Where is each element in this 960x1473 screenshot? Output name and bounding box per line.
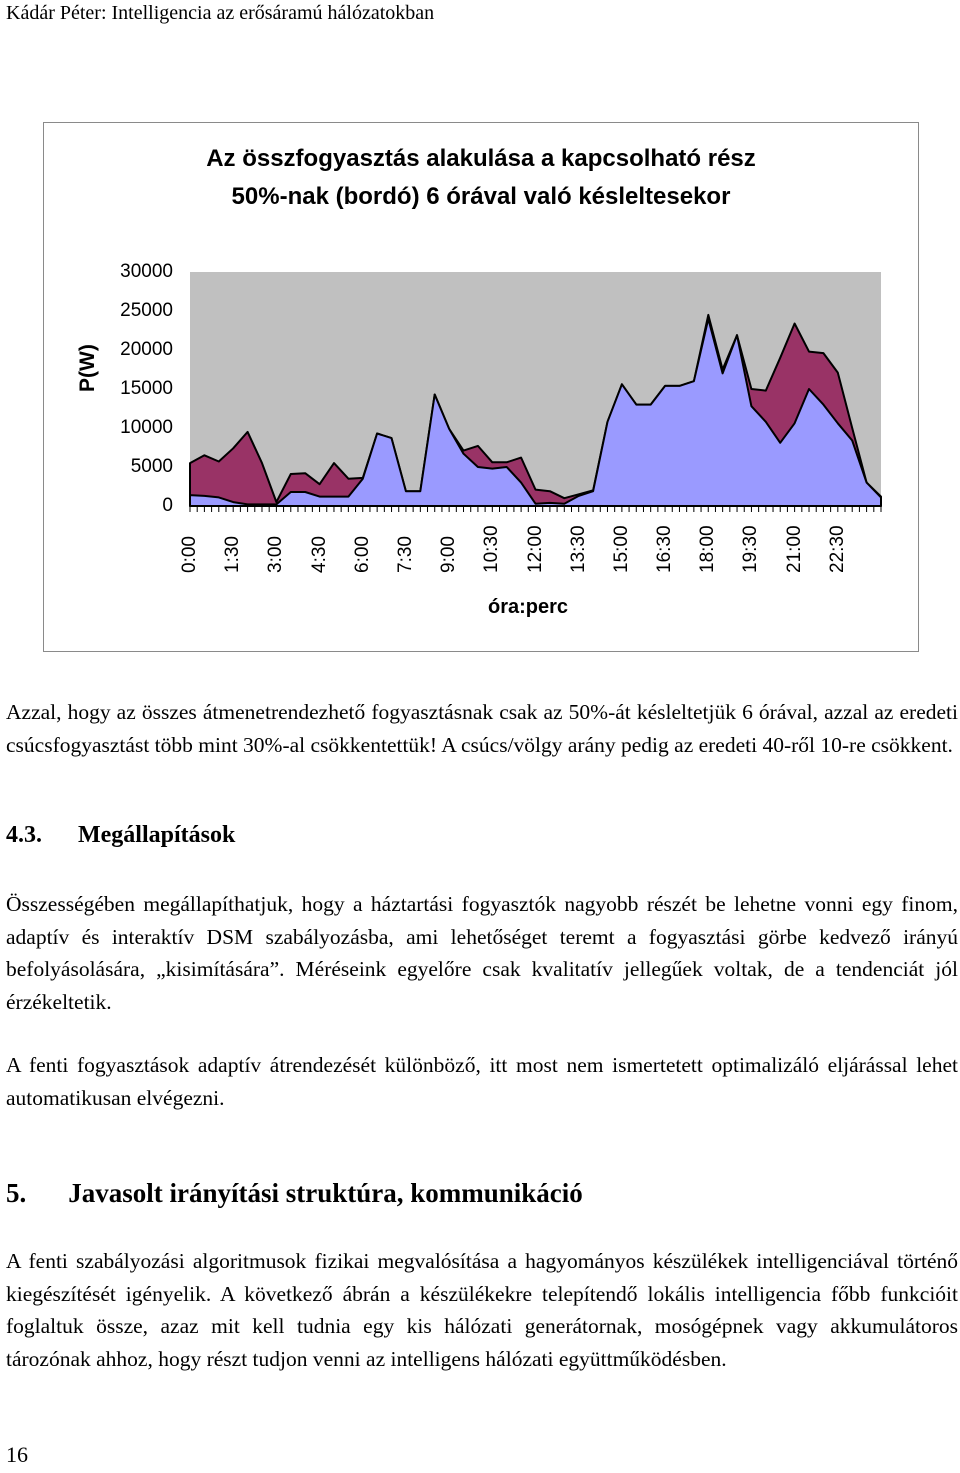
- x-tick-label: 21:00: [783, 525, 805, 573]
- x-tick-label: 15:00: [610, 525, 632, 573]
- x-tick-label: 19:30: [740, 525, 762, 573]
- section-heading-5: [6, 1178, 583, 1209]
- y-tick-label: 20000: [120, 339, 173, 360]
- x-tick-label: 0:00: [179, 536, 200, 573]
- x-tick-label: 4:30: [308, 536, 330, 573]
- paragraph-2: Összességében megállapíthatjuk, hogy a háztartási fogyasztók nagyobb részét be lehetne vonni egy finom, adaptív és interaktív DSM szabályozásba, ami lehetőséget teremt a fogyasztási görbe kedvező irányú befolyásolására, „kisimítására”. Méréseink egyelőre csak kvalitatív jellegűek voltak, de a tendenciát jól érzékeltetik.: [6, 892, 958, 1014]
- paragraph-1: Azzal, hogy az összes átmenetrendezhető fogyasztásnak csak az 50%-át késleltetjük 6 órával, azzal az eredeti csúcsfogyasztást több mint 30%-al csökkentettük! A csúcs/völgy arány pedig az eredeti 40-ről 10-re csökkent.: [6, 700, 958, 757]
- y-tick-label: 10000: [120, 417, 173, 438]
- x-tick-label: 10:30: [481, 525, 503, 573]
- section-title: Javasolt irányítási struktúra, kommunikáció: [68, 1178, 583, 1208]
- y-axis-label: P(W): [76, 344, 99, 392]
- area-chart: [0, 0, 960, 560]
- x-tick-label: 1:30: [222, 536, 244, 573]
- y-tick-label: 5000: [130, 456, 173, 477]
- chart-title-line-1: Az összfogyasztás alakulása a kapcsolható rész: [206, 145, 756, 172]
- section-title: Megállapítások: [78, 822, 236, 848]
- running-header: Kádár Péter: Intelligencia az erősáramú hálózatokban: [6, 2, 435, 24]
- section-heading-4-3: [6, 822, 235, 849]
- paragraph-3: A fenti fogyasztások adaptív átrendezését különböző, itt most nem ismertetett optimalizáló eljárással lehet automatikusan elvégezni.: [6, 1053, 958, 1110]
- y-tick-label: 0: [162, 495, 173, 516]
- x-tick-label: 18:00: [697, 525, 719, 573]
- section-number: 4.3.: [6, 822, 42, 848]
- paragraph-4: A fenti szabályozási algoritmusok fizikai megvalósítása a hagyományos készülékek intelligenciával történő kiegészítését igényelik. A következő ábrán a készülékekre telepítendő lokális intelligencia főbb funkcióit foglaltuk össze, azaz mit kell tudnia egy kis hálózati generátornak, mosógépnek vagy akkumulátoros tározónak ahhoz, hogy részt tudjon venni az intelligens hálózati együttműködésben.: [6, 1249, 958, 1371]
- x-tick-label: 12:00: [524, 525, 546, 573]
- y-tick-label: 30000: [120, 261, 173, 282]
- x-axis-label: óra:perc: [488, 596, 569, 618]
- chart-title-line-2: 50%-nak (bordó) 6 órával való késleltesekor: [231, 183, 731, 210]
- x-tick-label: 6:00: [351, 536, 373, 573]
- x-tick-label: 22:30: [826, 525, 848, 573]
- x-tick-label: 3:00: [265, 536, 287, 573]
- y-tick-label: 25000: [120, 300, 173, 321]
- section-number: 5.: [6, 1178, 27, 1208]
- x-tick-label: 13:30: [567, 525, 589, 573]
- y-tick-label: 15000: [120, 378, 173, 399]
- x-tick-label: 16:30: [654, 525, 676, 573]
- x-tick-label: 7:30: [394, 536, 416, 573]
- page-number: 16: [6, 1442, 28, 1467]
- x-tick-label: 9:00: [438, 536, 460, 573]
